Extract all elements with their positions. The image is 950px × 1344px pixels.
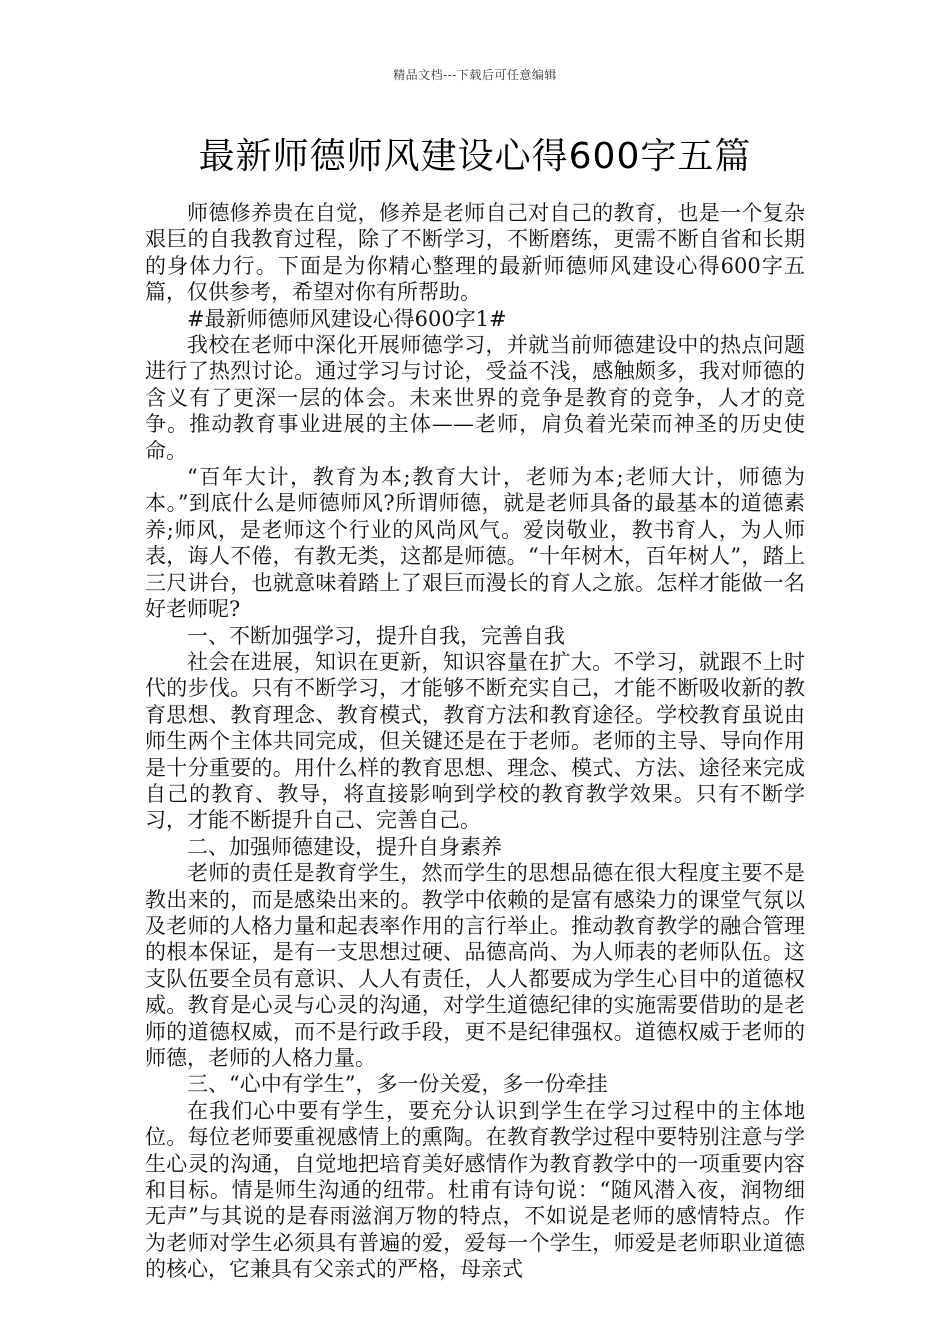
subheading-1: 一、不断加强学习，提升自我，完善自我 xyxy=(187,623,565,648)
page-title: 最新师德师风建设心得600字五篇 xyxy=(198,136,752,177)
paragraph: 社会在进展，知识在更新，知识容量在扩大。不学习，就跟不上时代的步伐。只有不断学习，才能够不断充实自己，才能不断吸收新的教育思想、教育理念、教育模式，教育方法和教育途径。学校教育虽说由师生两个主体共同完成，但关键还是在于老师。老师的主导、导向作用是十分重要的。用什么样的教育思想、理念、模式、方法、途径来完成自己的教育、教导，将直接影响到学校的教育教学效果。只有不断学习，才能不断提升自己、完善自己。 xyxy=(145,649,805,833)
paragraph-intro: 师德修养贵在自觉，修养是老师自己对自己的教育，也是一个复杂艰巨的自我教育过程，除了不断学习，不断磨练，更需不断自省和长期的身体力行。下面是为你精心整理的最新师德师风建设心得600字五篇，仅供参考，希望对你有所帮助。 xyxy=(145,201,805,305)
section-heading-1: #最新师德师风建设心得600字1# xyxy=(187,306,507,331)
document-body xyxy=(145,200,805,1320)
header-note: 精品文档---下载后可任意编辑 xyxy=(393,68,557,82)
paragraph: 我校在老师中深化开展师德学习，并就当前师德建设中的热点问题进行了热烈讨论。通过学习与讨论，受益不浅，感触颇多，我对师德的含义有了更深一层的体会。未来世界的竞争是教育的竞争，人才的竞争。推动教育事业进展的主体——老师，肩负着光荣而神圣的历史使命。 xyxy=(145,333,805,463)
paragraph: “百年大计，教育为本;教育大计，老师为本;老师大计，师德为本。”到底什么是师德师风?所谓师德，就是老师具备的最基本的道德素养;师风，是老师这个行业的风尚风气。爱岗敬业，教书育人，为人师表，诲人不倦，有教无类，这都是师德。“十年树木，百年树人”，踏上三尺讲台，也就意味着踏上了艰巨而漫长的育人之旅。怎样才能做一名好老师呢? xyxy=(145,465,805,622)
paragraph: 在我们心中要有学生，要充分认识到学生在学习过程中的主体地位。每位老师要重视感情上的熏陶。在教育教学过程中要特别注意与学生心灵的沟通，自觉地把培育美好感情作为教育教学中的一项重要内容和目标。情是师生沟通的纽带。杜甫有诗句说：“随风潜入夜，润物细无声”与其说的是春雨滋润万物的特点，不如说是老师的感情特点。作为老师对学生必须具有普遍的爱，爱每一个学生，师爱是老师职业道德的核心，它兼具有父亲式的严格，母亲式 xyxy=(145,1098,805,1282)
paragraph: 老师的责任是教育学生，然而学生的思想品德在很大程度主要不是教出来的，而是感染出来的。教学中依赖的是富有感染力的课堂气氛以及老师的人格力量和起表率作用的言行举止。推动教育教学的融合管理的根本保证，是有一支思想过硬、品德高尚、为人师表的老师队伍。这支队伍要全员有意识、人人有责任，人人都要成为学生心目中的道德权威。教育是心灵与心灵的沟通，对学生道德纪律的实施需要借助的是老师的道德权威，而不是行政手段，更不是纪律强权。道德权威于老师的师德，老师的人格力量。 xyxy=(145,861,805,1070)
subheading-3: 三、“心中有学生”，多一份关爱，多一份牵挂 xyxy=(187,1072,608,1097)
subheading-2: 二、加强师德建设，提升自身素养 xyxy=(187,834,502,859)
